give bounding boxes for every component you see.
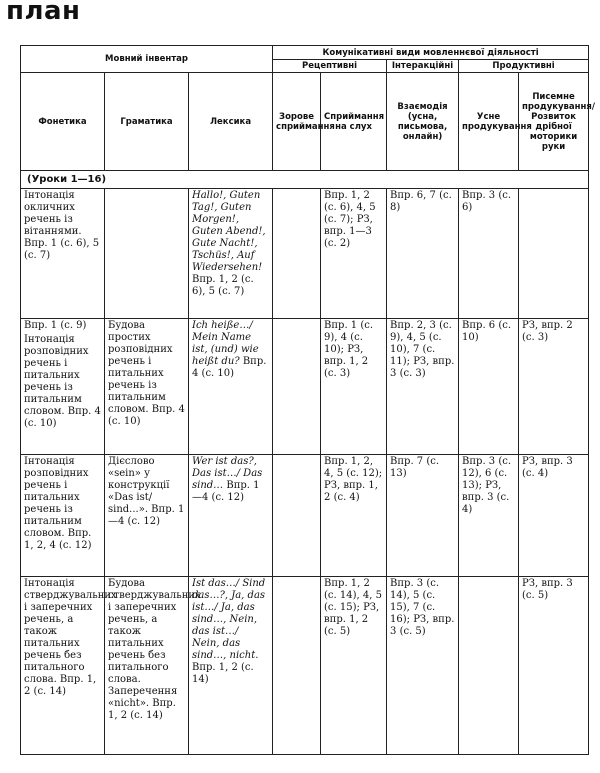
cell-lexis [189,577,273,755]
col-header-grammar: Граматика [105,73,189,171]
cell-interaction: Впр. 3 (с. 14), 5 (с. 15), 7 (с. 16); РЗ, впр. 3 (с. 5) [387,577,459,755]
cell-listening: Впр. 1, 2 (с. 14), 4, 5 (с. 15); РЗ, впр. 1, 2 (с. 5) [321,577,387,755]
header-receptive: Рецептивні [273,60,387,73]
lexis-exercises: Впр. 4 (с. 10) [192,356,267,379]
cell-written: РЗ, впр. 3 (с. 5) [519,577,589,755]
table-row [21,319,589,455]
phonetics-text: Інтонація розповідних речень і питальних речень із питальним словом. Впр. 4 (с. 10) [24,334,101,429]
cell-oral: Впр. 6 (с. 10) [459,319,519,455]
lesson-plan-table [20,45,595,755]
cell-phonetics: Інтонація розповідних речень і питальних речень із питальним словом. Впр. 1, 2, 4 (с. 12) [21,455,105,577]
cell-oral: Впр. 3 (с. 6) [459,189,519,319]
cell-lexis [189,189,273,319]
cell-written: РЗ, впр. 2 (с. 3) [519,319,589,455]
page-title: план [6,0,81,26]
lexis-exercises: Впр. 1, 2 (с. 14) [192,662,254,685]
cell-listening: Впр. 1 (с. 9), 4 (с. 10); РЗ, впр. 1, 2 (с. 3) [321,319,387,455]
cell-interaction: Впр. 6, 7 (с. 8) [387,189,459,319]
cell-visual [273,577,321,755]
cell-oral: Впр. 3 (с. 12), 6 (с. 13); РЗ, впр. 3 (с. 4) [459,455,519,577]
cell-interaction: Впр. 2, 3 (с. 9), 4, 5 (с. 10), 7 (с. 11); РЗ, впр. 3 (с. 3) [387,319,459,455]
header-productive: Продуктивні [459,60,589,73]
phonetics-exercise: Впр. 1 (с. 9) [24,320,87,331]
cell-oral [459,577,519,755]
lexis-phrases: Wer ist das?, Das ist…/ Das sind… [192,456,263,491]
lexis-phrases: Ich heiße…/ Mein Name ist, (und) wie heißt du? [192,320,259,367]
cell-visual [273,319,321,455]
col-header-lexis: Лексика [189,73,273,171]
cell-interaction: Впр. 7 (с. 13) [387,455,459,577]
cell-grammar [105,189,189,319]
lexis-exercises: Впр. 1, 2 (с. 6), 5 (с. 7) [192,274,254,297]
col-header-oral: Усне продукування [459,73,519,171]
table-row [21,189,589,319]
table-row [21,455,589,577]
section-label: (Уроки 1—16) [21,171,589,189]
cell-phonetics: Інтонація стверджувальних і заперечних речень, а також питальних речень без питального слова. Впр. 1, 2 (с. 14) [21,577,105,755]
cell-visual [273,189,321,319]
cell-grammar: Будова простих розповідних речень і питальних речень із питальним словом. Впр. 4 (с. 10) [105,319,189,455]
lexis-phrases: Ist das…/ Sind das…?, Ja, das ist…/ Ja, das sind…, Nein, das ist…/ Nein, das sind…, nicht. [192,578,266,661]
cell-listening: Впр. 1, 2 (с. 6), 4, 5 (с. 7); РЗ, впр. 1—3 (с. 2) [321,189,387,319]
lexis-phrases: Hallo!, Guten Tag!, Guten Morgen!, Guten Abend!, Gute Nacht!, Tschüs!, Auf Wiedersehen! [192,190,266,273]
cell-written: РЗ, впр. 3 (с. 4) [519,455,589,577]
col-header-phonetics: Фонетика [21,73,105,171]
header-inventory: Мовний інвентар [21,46,273,73]
lexis-exercises: Впр. 1—4 (с. 12) [192,480,260,503]
cell-grammar: Будова стверджувальних і заперечних речень, а також питальних речень без питального слова. Заперечення «nicht». Впр. 1, 2 (с. 14) [105,577,189,755]
cell-visual [273,455,321,577]
table-row [21,577,589,755]
cell-phonetics [21,319,105,455]
cell-phonetics: Інтонація окличних речень із вітаннями. Впр. 1 (с. 6), 5 (с. 7) [21,189,105,319]
cell-lexis [189,455,273,577]
cell-lexis [189,319,273,455]
cell-written [519,189,589,319]
col-header-visual: Зорове сприймання [273,73,321,171]
cell-grammar: Дієслово «sein» у конструкції «Das ist/ sind...». Впр. 1—4 (с. 12) [105,455,189,577]
col-header-written: Писемне продукування/ Розвиток дрібної моторики руки [519,73,589,171]
header-activities: Комунікативні види мовленнєвої діяльності [273,46,589,60]
col-header-interaction: Взаємодія (усна, письмова, онлайн) [387,73,459,171]
col-header-listening: Сприймання на слух [321,73,387,171]
cell-listening: Впр. 1, 2, 4, 5 (с. 12); РЗ, впр. 1, 2 (с. 4) [321,455,387,577]
header-interactive: Інтеракційні [387,60,459,73]
